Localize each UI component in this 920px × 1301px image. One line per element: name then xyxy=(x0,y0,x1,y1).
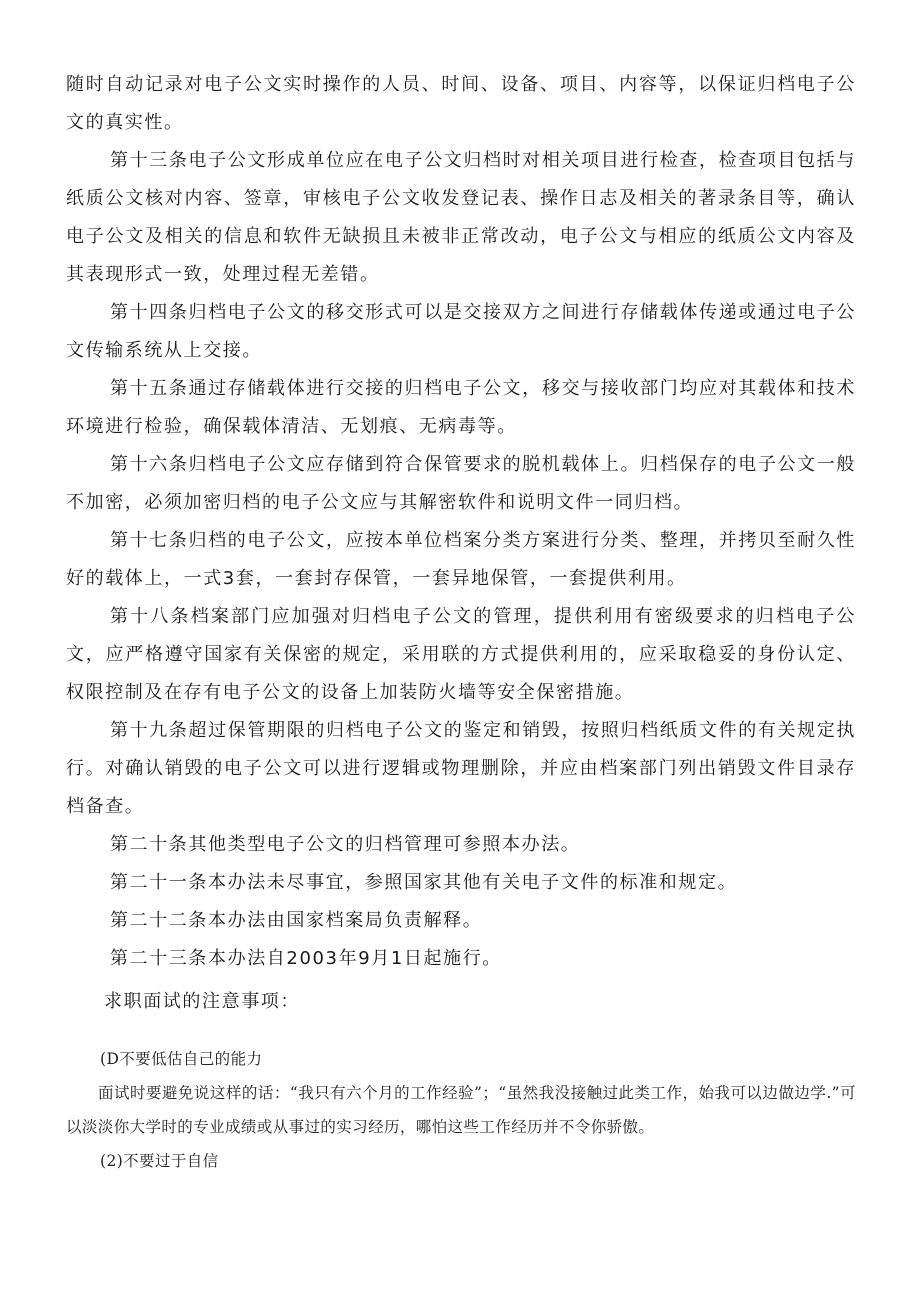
tip-1-body: 面试时要避免说这样的话：“我只有六个月的工作经验”；“虽然我没接触过此类工作，始我可以边做边学.”可以淡淡你大学时的专业成绩或从事过的实习经历，哪怕这些工作经历并不令你骄傲。 xyxy=(66,1084,856,1136)
article-23: 第二十三条本办法自2003年9月1日起施行。 xyxy=(110,948,502,969)
interview-tips xyxy=(66,1042,856,1178)
article-17: 第十七条归档的电子公文，应按本单位档案分类方案进行分类、整理，并拷贝至耐久性好的载体上，一式3套，一套封存保管，一套异地保管，一套提供利用。 xyxy=(66,530,856,589)
article-22: 第二十二条本办法由国家档案局负责解释。 xyxy=(110,910,483,931)
regulation-text xyxy=(66,66,856,978)
article-14: 第十四条归档电子公文的移交形式可以是交接双方之间进行存储载体传递或通过电子公文传输系统从上交接。 xyxy=(66,302,856,361)
article-20: 第二十条其他类型电子公文的归档管理可参照本办法。 xyxy=(110,834,581,855)
article-18: 第十八条档案部门应加强对归档电子公文的管理，提供利用有密级要求的归档电子公文，应严格遵守国家有关保密的规定，采用联的方式提供利用的，应采取稳妥的身份认定、权限控制及在存有电子公文的设备上加装防火墙等安全保密措施。 xyxy=(66,606,856,703)
article-16: 第十六条归档电子公文应存储到符合保管要求的脱机载体上。归档保存的电子公文一般不加密，必须加密归档的电子公文应与其解密软件和说明文件一同归档。 xyxy=(66,454,856,513)
article-13: 第十三条电子公文形成单位应在电子公文归档时对相关项目进行检查，检查项目包括与纸质公文核对内容、签章，审核电子公文收发登记表、操作日志及相关的著录条目等，确认电子公文及相关的信息和软件无缺损且未被非正常改动，电子公文与相应的纸质公文内容及其表现形式一致，处理过程无差错。 xyxy=(66,150,856,285)
interview-tips-heading: 求职面试的注意事项： xyxy=(104,991,300,1012)
tip-2-title: (2)不要过于自信 xyxy=(100,1152,219,1170)
article-19: 第十九条超过保管期限的归档电子公文的鉴定和销毁，按照归档纸质文件的有关规定执行。对确认销毁的电子公文可以进行逻辑或物理删除，并应由档案部门列出销毁文件目录存档备查。 xyxy=(66,720,856,817)
article-15: 第十五条通过存储载体进行交接的归档电子公文，移交与接收部门均应对其载体和技术环境进行检验，确保载体清洁、无划痕、无病毒等。 xyxy=(66,378,856,437)
paragraph-continuation: 随时自动记录对电子公文实时操作的人员、时间、设备、项目、内容等，以保证归档电子公文的真实性。 xyxy=(66,74,856,133)
tip-1-title: (D不要低估自己的能力 xyxy=(100,1050,263,1068)
article-21: 第二十一条本办法未尽事宜，参照国家其他有关电子文件的标准和规定。 xyxy=(110,872,738,893)
